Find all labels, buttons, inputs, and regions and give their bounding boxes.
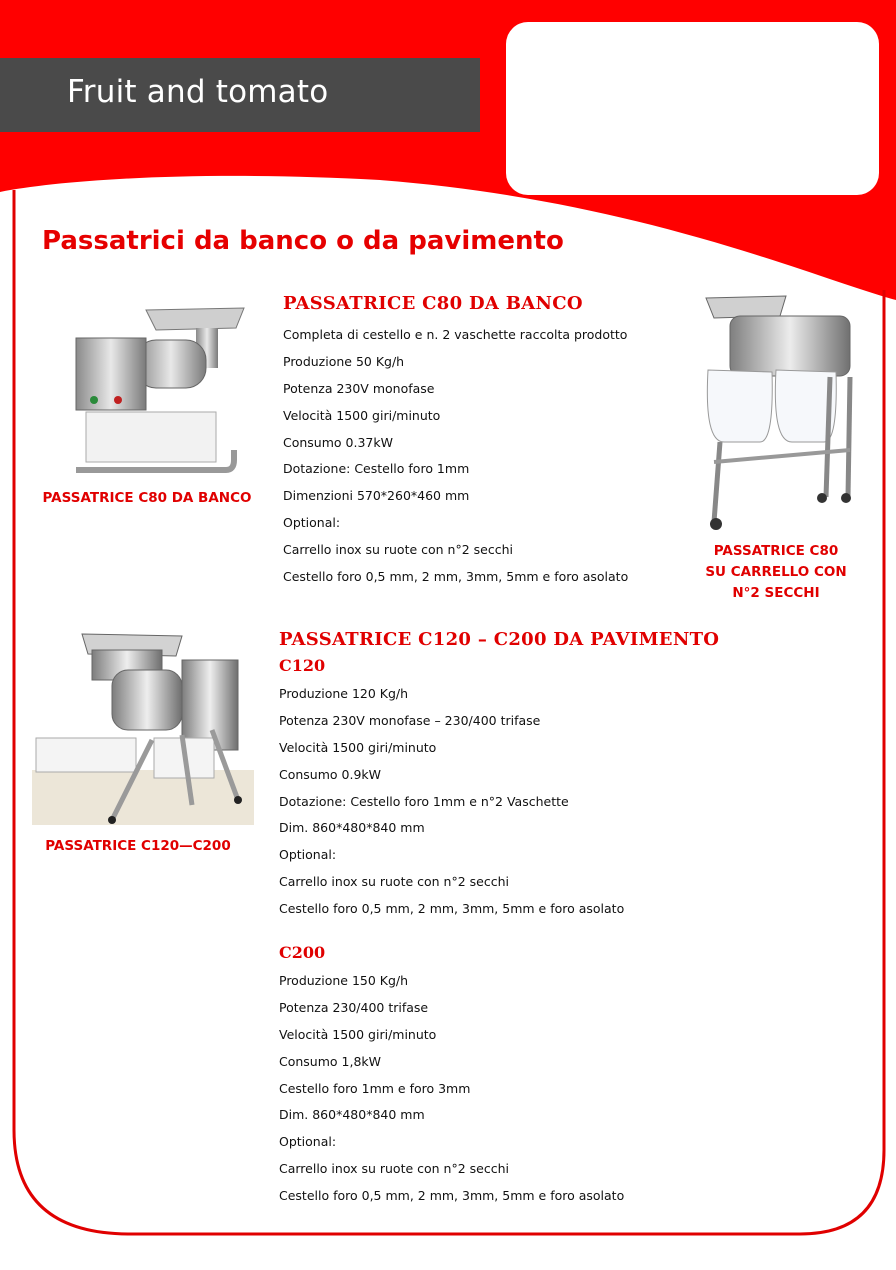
spec-item: Cestello foro 0,5 mm, 2 mm, 3mm, 5mm e foro asolato [283, 569, 629, 585]
c80-benchtop-image [66, 300, 246, 480]
c80-caption-left: PASSATRICE C80 DA BANCO [42, 490, 252, 506]
spec-item: Dim. 860*480*840 mm [279, 1107, 425, 1123]
c120-title: C120 [279, 656, 326, 675]
spec-item: Produzione 150 Kg/h [279, 973, 409, 988]
c120-c200-title: PASSATRICE C120 – C200 DA PAVIMENTO [279, 629, 720, 650]
spec-item: Dim. 860*480*840 mm [279, 820, 425, 836]
caption-line: PASSATRICE C80 [713, 543, 839, 559]
spec-item: Dotazione: Cestello foro 1mm e n°2 Vaschette [279, 793, 569, 809]
spec-item: Potenza 230/400 trifase [279, 999, 429, 1015]
spec-item: Cestello foro 0,5 mm, 2 mm, 3mm, 5mm e foro asolato [279, 901, 625, 917]
spec-item: Velocità 1500 giri/minuto [279, 739, 437, 755]
c80-trolley-image [700, 292, 860, 537]
spec-item: Produzione 50 Kg/h [283, 353, 405, 369]
c120-spec-list [279, 685, 624, 927]
spec-item: Consumo 1,8kW [279, 1053, 382, 1069]
c80-title: PASSATRICE C80 DA BANCO [283, 293, 583, 314]
spec-item: Carrello inox su ruote con n°2 secchi [283, 542, 513, 558]
spec-item: Optional: [283, 515, 341, 531]
spec-item: Velocità 1500 giri/minuto [279, 1026, 437, 1042]
spec-item: Carrello inox su ruote con n°2 secchi [279, 1161, 509, 1177]
spec-item: Cestello foro 1mm e foro 3mm [279, 1080, 471, 1096]
spec-item: Completa di cestello e n. 2 vaschette raccolta prodotto [283, 327, 628, 342]
spec-item: Potenza 230V monofase [283, 380, 435, 396]
page-title: Passatrici da banco o da pavimento [42, 226, 564, 256]
c200-title: C200 [279, 943, 326, 962]
header-title: Fruit and tomato [67, 74, 329, 110]
caption-line: N°2 SECCHI [732, 585, 820, 601]
spec-item: Velocità 1500 giri/minuto [283, 407, 441, 423]
c80-caption-right [688, 541, 864, 604]
spec-item: Carrello inox su ruote con n°2 secchi [279, 874, 509, 890]
spec-item: Dimenzioni 570*260*460 mm [283, 488, 470, 504]
spec-item: Potenza 230V monofase – 230/400 trifase [279, 712, 541, 728]
spec-item: Optional: [279, 1134, 337, 1150]
logo-placeholder [506, 22, 879, 195]
spec-item: Dotazione: Cestello foro 1mm [283, 461, 470, 477]
c200-spec-list [279, 972, 624, 1214]
spec-item: Consumo 0.37kW [283, 434, 393, 450]
c120-c200-caption: PASSATRICE C120—C200 [45, 838, 231, 854]
spec-item: Optional: [279, 847, 337, 863]
c80-spec-list [283, 326, 628, 595]
spec-item: Cestello foro 0,5 mm, 2 mm, 3mm, 5mm e foro asolato [279, 1188, 625, 1204]
c120-c200-image [32, 630, 254, 825]
caption-line: SU CARRELLO CON [705, 564, 847, 580]
spec-item: Consumo 0.9kW [279, 766, 382, 782]
spec-item: Produzione 120 Kg/h [279, 686, 409, 701]
